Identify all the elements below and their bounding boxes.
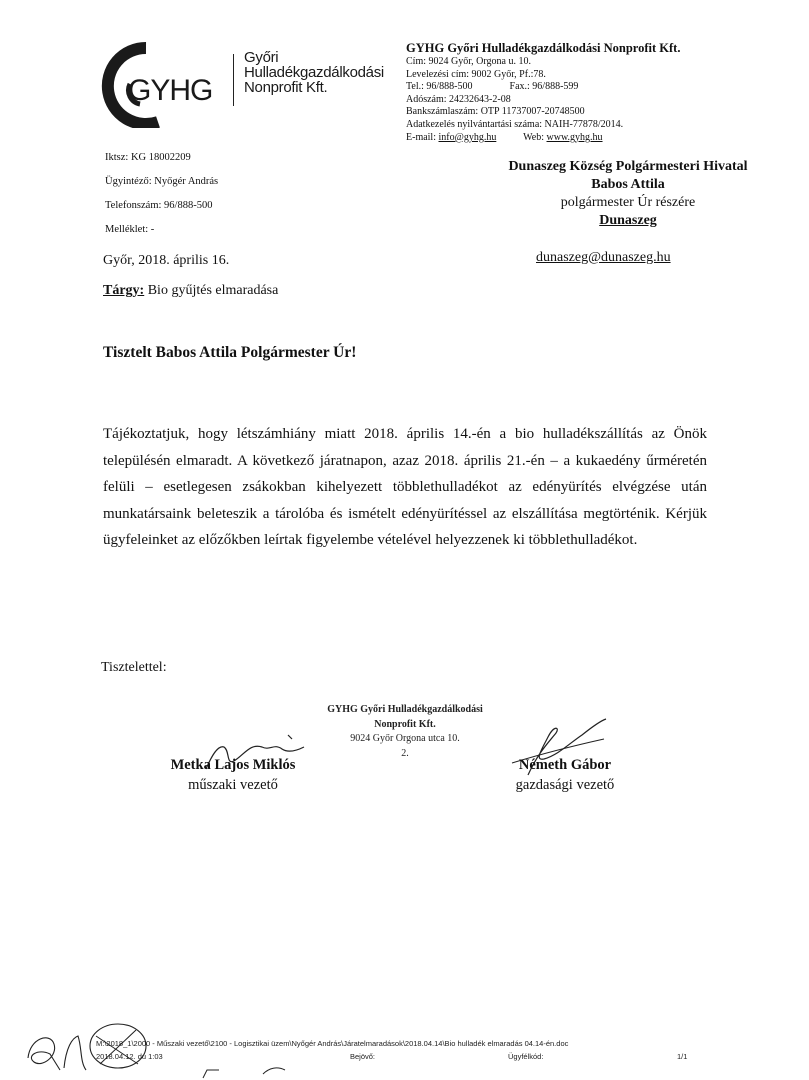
company-bank-account: Bankszámlaszám: OTP 11737007-20748500	[406, 106, 585, 118]
phone-number: Telefonszám: 96/888-500	[105, 200, 213, 211]
closing: Tisztelettel:	[101, 660, 167, 675]
subject-label: Tárgy:	[103, 283, 145, 298]
logo-line-2: Hulladékgazdálkodási	[244, 64, 384, 81]
company-phone-fax	[406, 81, 680, 94]
recipient-name: Babos Attila	[591, 177, 665, 192]
company-name: GYHG Győri Hulladékgazdálkodási Nonprofit Kft.	[406, 41, 681, 55]
logo-line-3: Nonprofit Kft.	[244, 79, 328, 96]
handwritten-marks	[195, 1062, 315, 1080]
case-officer: Ügyintéző: Nyőgér András	[105, 176, 219, 187]
recipient-organization: Dunaszeg Község Polgármesteri Hivatal	[508, 159, 748, 174]
company-web-link[interactable]: www.gyhg.hu	[546, 131, 603, 143]
company-phone: Tel.: 96/888-500	[406, 81, 473, 93]
recipient-town: Dunaszeg	[599, 213, 657, 228]
stamp-line-1: GYHG Győri Hulladékgazdálkodási	[327, 704, 483, 715]
signature-block-left	[148, 755, 318, 795]
web-label: Web:	[523, 131, 545, 143]
letter-body: Tájékoztatjuk, hogy létszámhiány miatt 2018. április 14.-én a bio hulladékszállítás az Önök településén elmaradt. A következő járatnapon, azaz 2018. április 21.-én – a kukaedény űrméretén felüli – esetlegesen zsákokban kihelyezett többlethulladékot az edényürítés elvégzése után munkatársaink beleteszik a tárolóba és ismételt edényürítéssel az elszállítása megtörténik. Kérjük ügyfeleinket az előzőkben leírtak figyelembe vételével helyezzenek ki többlethulladékot.	[103, 426, 707, 549]
company-stamp	[300, 703, 510, 761]
stamp-line-4: 2.	[401, 747, 409, 759]
footer-client-code-label: Ügyfélkód:	[508, 1052, 544, 1061]
gyhg-logo	[100, 40, 230, 128]
letter-subject	[103, 283, 278, 299]
reference-number: Iktsz: KG 18002209	[105, 152, 191, 163]
footer-file-path: M:\2018_1\2000 - Műszaki vezető\2100 - Logisztikai üzem\Nyőgér András\Járatelmaradások\2018.04.14\Bio hulladék elmaradás 04.14-én.doc	[96, 1039, 569, 1048]
signatory-name: Metka Lajos Miklós	[170, 757, 296, 773]
letter-meta	[105, 152, 218, 248]
footer-page-number: 1/1	[677, 1052, 688, 1061]
recipient-email-link[interactable]: dunaszeg@dunaszeg.hu	[536, 250, 671, 265]
signatory-title: gazdasági vezető	[515, 777, 615, 793]
footer-incoming-label: Bejövő:	[350, 1052, 376, 1061]
signatory-title: műszaki vezető	[188, 777, 278, 793]
stamp-line-3: 9024 Győr Orgona utca 10.	[350, 733, 460, 744]
signatory-name: Németh Gábor	[518, 757, 612, 773]
logo-divider	[233, 54, 234, 106]
company-postal-address: Levelezési cím: 9002 Győr, Pf.:78.	[406, 68, 546, 80]
footer-print-date: 2018.04.12. du 1:03	[96, 1052, 163, 1061]
company-email-link[interactable]: info@gyhg.hu	[438, 131, 497, 143]
company-letterhead	[406, 41, 680, 144]
company-contact	[406, 132, 680, 145]
logo-line-1: Győri	[244, 49, 279, 66]
letter-date: Győr, 2018. április 16.	[103, 253, 230, 268]
recipient-block	[480, 158, 776, 230]
email-label: E-mail:	[406, 131, 436, 143]
attachment: Melléklet: -	[105, 224, 155, 235]
svg-text:GYHG: GYHG	[128, 74, 213, 107]
handwritten-initials	[20, 1018, 150, 1080]
company-address: Cím: 9024 Győr, Orgona u. 10.	[406, 56, 531, 67]
salutation: Tisztelt Babos Attila Polgármester Úr!	[103, 344, 357, 361]
subject-text: Bio gyűjtés elmaradása	[147, 283, 279, 298]
signature-block-right	[500, 755, 630, 795]
company-tax-number: Adószám: 24232643-2-08	[406, 93, 511, 105]
company-fax: Fax.: 96/888-599	[509, 81, 579, 93]
company-data-registration: Adatkezelés nyilvántartási száma: NAIH-77878/2014.	[406, 118, 624, 130]
logo-wordmark	[244, 50, 384, 95]
recipient-role: polgármester Úr részére	[560, 195, 696, 210]
stamp-line-2: Nonprofit Kft.	[374, 718, 436, 730]
